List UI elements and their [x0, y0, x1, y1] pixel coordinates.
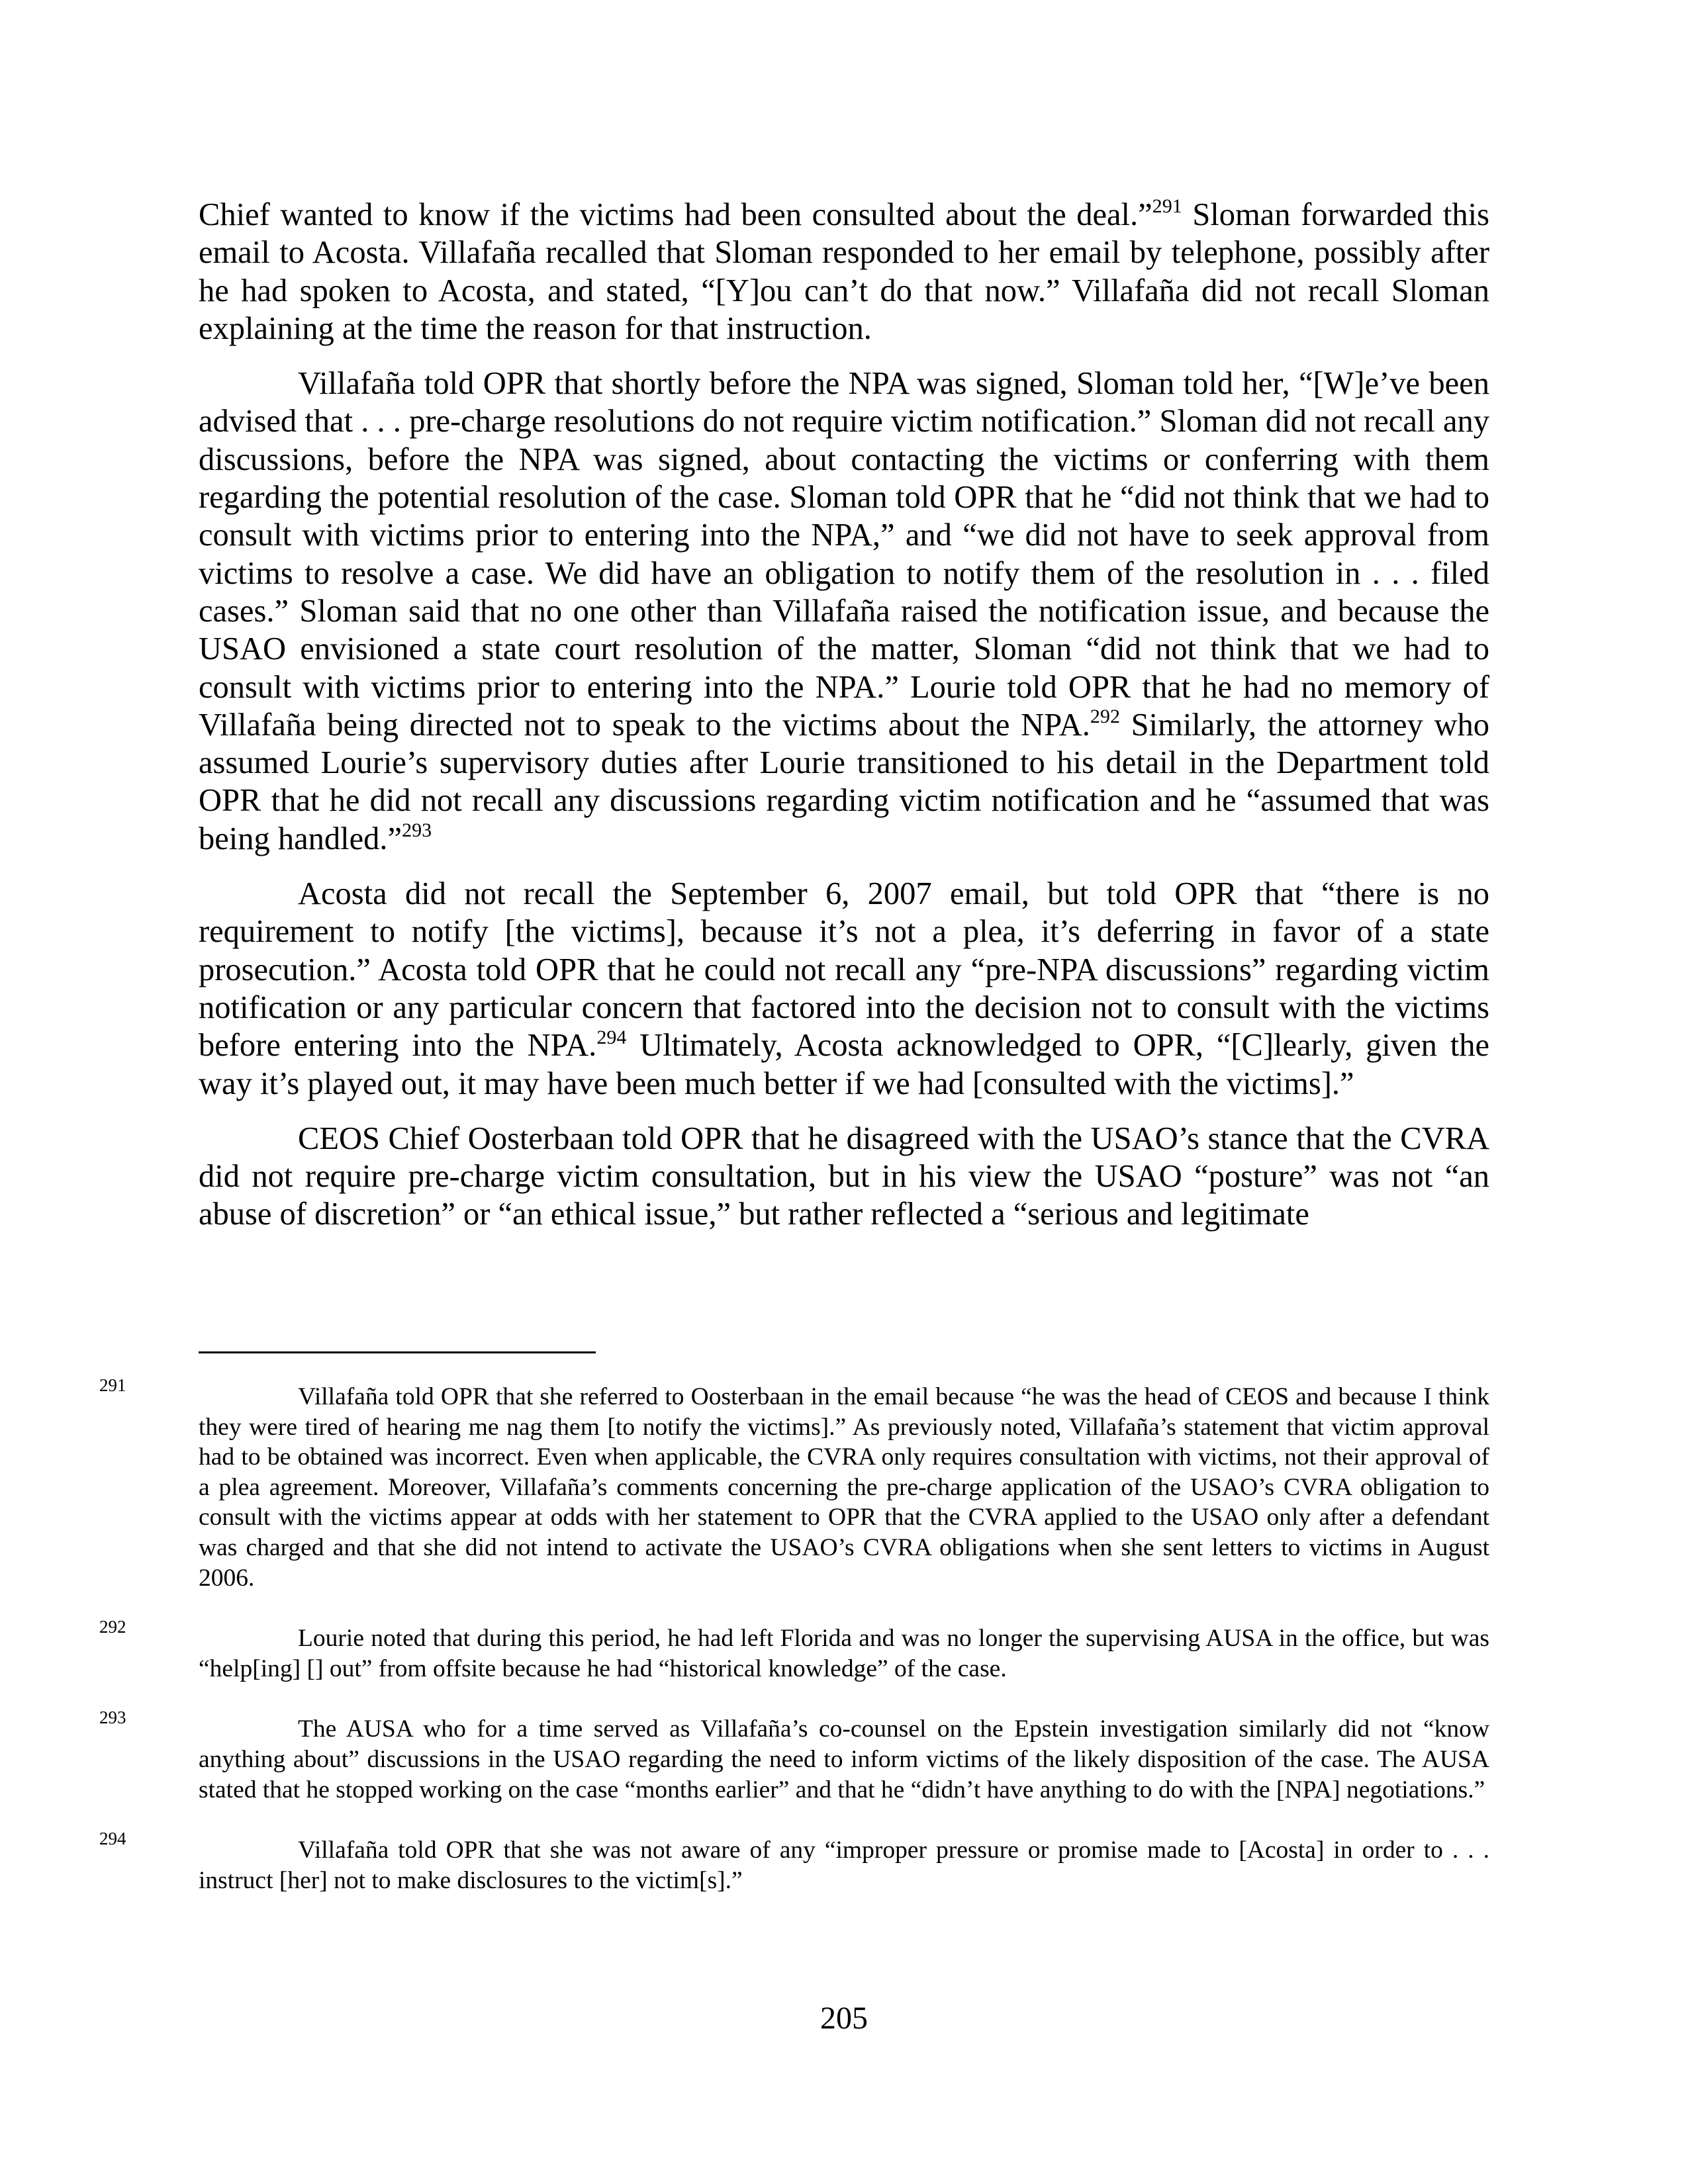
footnote-ref-291: 291 — [1152, 195, 1182, 218]
footnote-293 — [99, 1707, 1489, 1805]
paragraph-1-text-a: Chief wanted to know if the victims had been consulted about the deal.” — [199, 197, 1152, 232]
footnote-291 — [99, 1375, 1489, 1593]
footnote-number: 293 — [99, 1707, 126, 1728]
footnote-ref-294: 294 — [596, 1025, 627, 1048]
paragraph-1 — [199, 196, 1489, 347]
footnote-ref-293: 293 — [402, 819, 432, 842]
footnote-text: The AUSA who for a time served as Villafaña’s co-counsel on the Epstein investigation similarly did not “know anything about” discussions in the USAO regarding the need to inform victims of the likely disposition of the case. The AUSA stated that he stopped working on the case “months earlier” and that he “didn’t have anything to do with the [NPA] negotiations.” — [199, 1715, 1489, 1803]
footnote-ref-292: 292 — [1090, 705, 1120, 728]
footnote-separator — [199, 1351, 596, 1353]
footnote-number: 291 — [99, 1375, 126, 1395]
page-number: 205 — [820, 2001, 868, 2036]
paragraph-3 — [199, 875, 1489, 1103]
paragraph-4: CEOS Chief Oosterbaan told OPR that he disagreed with the USAO’s stance that the CVRA did not require pre-charge victim consultation, but in his view the USAO “posture” was not “an abuse of discretion” or “an ethical issue,” but rather reflected a “serious and legitimate — [199, 1120, 1489, 1232]
paragraph-3-text-b: Ultimately, Acosta acknowledged to OPR, “[C]learly, given the way it’s played out, it may have been much better if we had [consulted with the victims].” — [199, 1028, 1489, 1101]
footnote-number: 294 — [99, 1829, 126, 1849]
footnote-text: Villafaña told OPR that she was not aware of any “improper pressure or promise made to [Acosta] in order to . . . instruct [her] not to make disclosures to the victim[s].” — [199, 1837, 1489, 1894]
paragraph-3-text-a: Acosta did not recall the September 6, 2007 email, but told OPR that “there is no requirement to notify [the victims], because it’s not a plea, it’s deferring in favor of a state prosecution.” Acosta told OPR that he could not recall any “pre-NPA discussions” regarding victim notification or any particular concern that factored into the decision not to consult with the victims before entering into the NPA. — [199, 876, 1489, 1064]
footnote-294 — [99, 1829, 1489, 1895]
paragraph-2-text-a: Villafaña told OPR that shortly before the NPA was signed, Sloman told her, “[W]e’ve been advised that . . . pre-charge resolutions do not require victim notification.” Sloman did not recall any discussions, before the NPA was signed, about contacting the victims or conferring with them regarding the potential resolution of the case. Sloman told OPR that he “did not think that we had to consult with victims prior to entering into the NPA,” and “we did not have to seek approval from victims to resolve a case. We did have an obligation to notify them of the resolution in . . . filed cases.” Sloman said that no one other than Villafaña raised the notification issue, and because the USAO envisioned a state court resolution of the matter, Sloman “did not think that we had to consult with victims prior to entering into the NPA.” Lourie told OPR that he had no memory of Villafaña being directed not to speak to the victims about the NPA. — [199, 366, 1489, 743]
body-text — [199, 196, 1489, 1251]
paragraph-1-text-b: Sloman forwarded this email to Acosta. Villafaña recalled that Sloman responded to her email by telephone, possibly after he had spoken to Acosta, and stated, “[Y]ou can’t do that now.” Villafaña did not recall Sloman explaining at the time the reason for that instruction. — [199, 197, 1489, 346]
footnote-text: Lourie noted that during this period, he had left Florida and was no longer the supervising AUSA in the office, but was “help[ing] [] out” from offsite because he had “historical knowledge” of the case. — [199, 1625, 1489, 1682]
footnote-292 — [99, 1617, 1489, 1684]
footnote-number: 292 — [99, 1617, 126, 1637]
paragraph-2-text-b: Similarly, the attorney who assumed Lourie’s supervisory duties after Lourie transitioned to his detail in the Department told OPR that he did not recall any discussions regarding victim notification and he “assumed that was being handled.” — [199, 707, 1489, 856]
footnote-text: Villafaña told OPR that she referred to Oosterbaan in the email because “he was the head of CEOS and because I think they were tired of hearing me nag them [to notify the victims].” As previously noted, Villafaña’s statement that victim approval had to be obtained was incorrect. Even when applicable, the CVRA only requires consultation with victims, not their approval of a plea agreement. Moreover, Villafaña’s comments concerning the pre-charge application of the USAO’s CVRA obligation to consult with the victims appear at odds with her statement to OPR that the CVRA applied to the USAO only after a defendant was charged and that she did not intend to activate the USAO’s CVRA obligations when she sent letters to victims in August 2006. — [199, 1383, 1489, 1592]
footnotes — [99, 1375, 1489, 1926]
paragraph-2 — [199, 365, 1489, 858]
